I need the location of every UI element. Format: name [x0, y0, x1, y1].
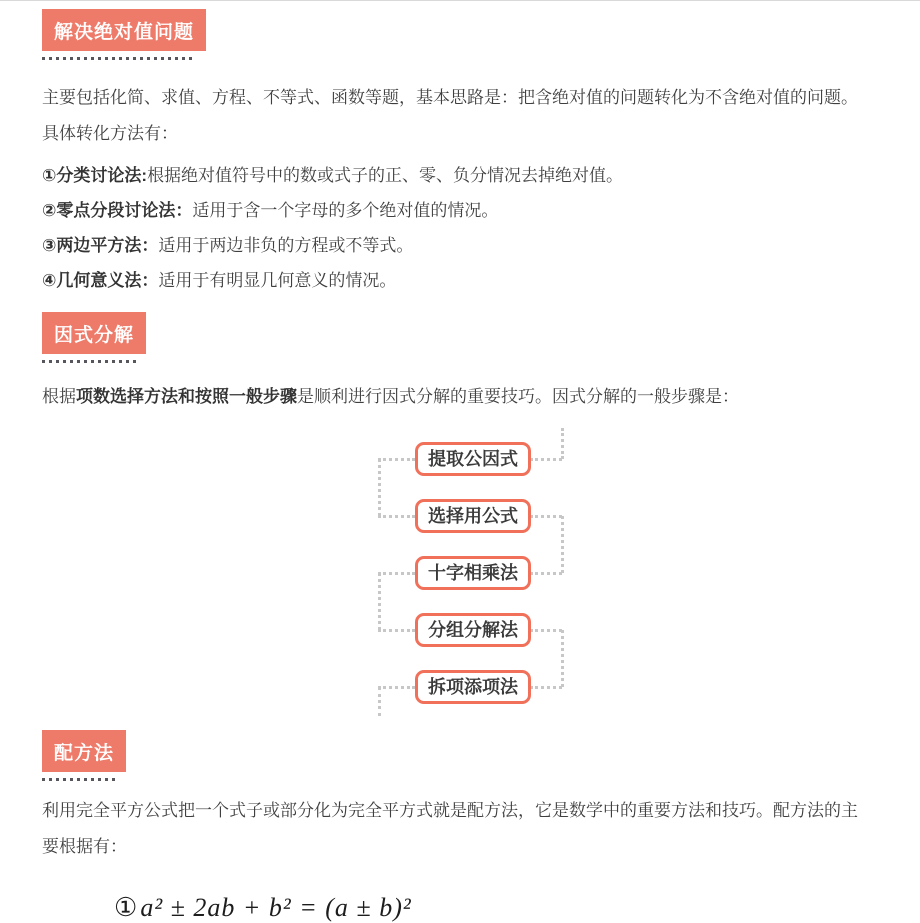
perfect-square-formula — [114, 893, 890, 923]
section-badge-factorization: 因式分解 — [42, 312, 146, 354]
connector-right-1 — [530, 458, 562, 461]
badge-absolute-value-wrap — [42, 9, 206, 60]
badge-dotted-underline — [42, 778, 116, 781]
section-factorization — [0, 298, 920, 720]
flow-step-grouping: 分组分解法 — [415, 613, 531, 647]
flow-step-extract-common-factor: 提取公因式 — [415, 442, 531, 476]
connector-right-4 — [530, 629, 562, 632]
method-item-geometric-meaning — [42, 263, 890, 298]
intro-line: 要根据有： — [42, 837, 127, 856]
connector-right-5 — [530, 686, 562, 689]
intro-line: 具体转化方法有： — [42, 124, 178, 143]
flow-step-choose-formula: 选择用公式 — [415, 499, 531, 533]
method-desc: 适用于有明显几何意义的情况。 — [158, 271, 397, 290]
method-desc: 适用于含一个字母的多个绝对值的情况。 — [192, 201, 499, 220]
flow-step-cross-multiplication: 十字相乘法 — [415, 556, 531, 590]
method-desc: 根据绝对值符号中的数或式子的正、零、负分情况去掉绝对值。 — [147, 166, 624, 185]
connector-stub-bottom-left — [378, 687, 381, 716]
method-item-zero-point — [42, 193, 890, 228]
intro-prefix: 根据 — [42, 387, 76, 406]
method-label: ①分类讨论法: — [42, 166, 148, 185]
absolute-value-intro — [42, 80, 890, 152]
connector-vertical-right-2-3 — [561, 516, 564, 573]
connector-vertical-left-1-2 — [378, 459, 381, 516]
connector-left-1 — [378, 458, 415, 461]
connector-left-2 — [378, 515, 415, 518]
connector-right-3 — [530, 572, 562, 575]
connector-vertical-left-3-4 — [378, 573, 381, 630]
connector-right-2 — [530, 515, 562, 518]
method-desc: 适用于两边非负的方程或不等式。 — [158, 236, 414, 255]
intro-line: 主要包括化简、求值、方程、不等式、函数等题，基本思路是：把含绝对值的问题转化为不含绝对值的问题。 — [42, 88, 858, 107]
formula-body: a² ± 2ab + b² = (a ± b)² — [140, 893, 412, 922]
badge-dotted-underline — [42, 57, 196, 60]
badge-completing-square-wrap — [42, 730, 126, 781]
connector-stub-top-right — [561, 428, 564, 459]
method-label: ③两边平方法： — [42, 236, 159, 255]
section-absolute-value — [0, 1, 920, 298]
method-label: ②零点分段讨论法： — [42, 201, 193, 220]
flow-step-split-add-terms: 拆项添项法 — [415, 670, 531, 704]
factorization-flowchart — [0, 428, 920, 720]
method-item-square-both-sides — [42, 228, 890, 263]
intro-line: 利用完全平方公式把一个式子或部分化为完全平方式就是配方法，它是数学中的重要方法和技巧。配方法的主 — [42, 801, 858, 820]
badge-factorization-wrap — [42, 312, 146, 363]
badge-dotted-underline — [42, 360, 136, 363]
connector-left-3 — [378, 572, 415, 575]
intro-suffix: 是顺利进行因式分解的重要技巧。因式分解的一般步骤是： — [297, 387, 739, 406]
intro-bold: 项数选择方法和按照一般步骤 — [76, 387, 297, 406]
factorization-intro — [42, 379, 890, 415]
method-label: ④几何意义法： — [42, 271, 159, 290]
connector-vertical-right-4-5 — [561, 630, 564, 687]
section-completing-square — [0, 720, 920, 923]
connector-left-4 — [378, 629, 415, 632]
section-badge-absolute-value: 解决绝对值问题 — [42, 9, 206, 51]
completing-square-intro — [42, 793, 890, 865]
method-list — [42, 158, 890, 298]
section-badge-completing-square: 配方法 — [42, 730, 126, 772]
connector-left-5 — [378, 686, 415, 689]
method-item-classify — [42, 158, 890, 193]
formula-number: ① — [114, 893, 138, 922]
